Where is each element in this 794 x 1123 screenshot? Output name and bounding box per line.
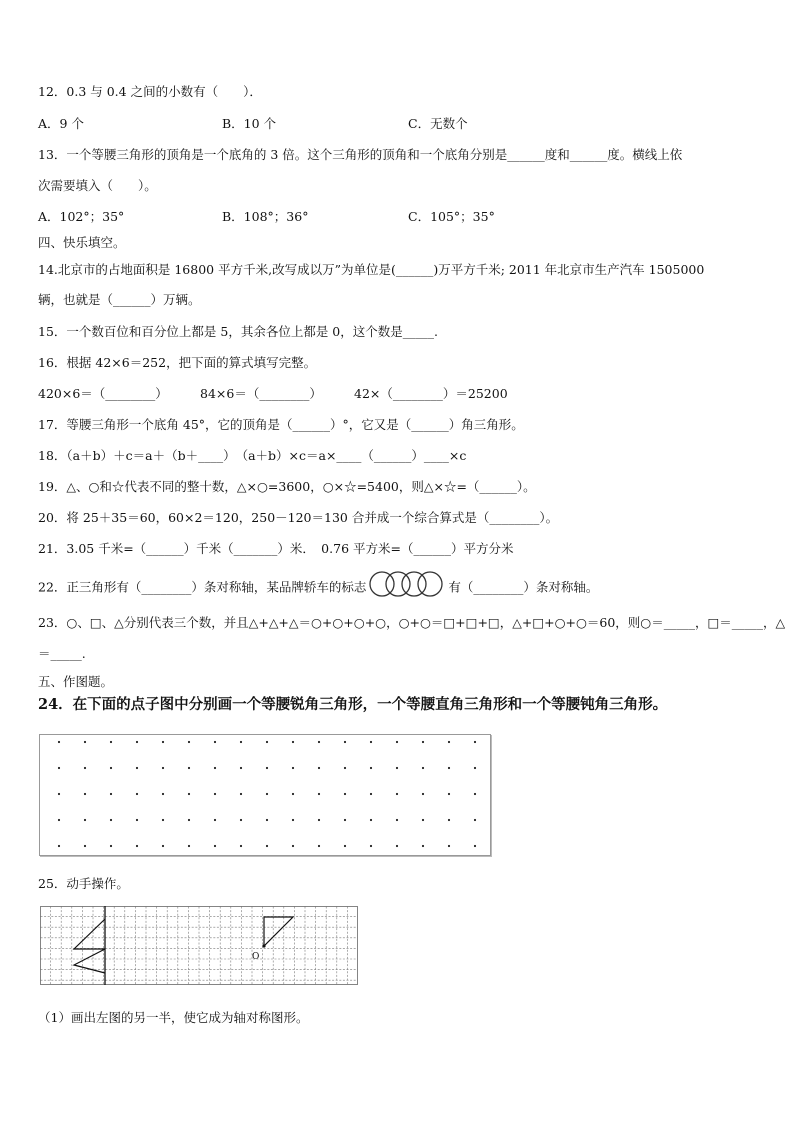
q13-line2: 次需要填入（ ）。 xyxy=(38,178,157,193)
drawing-grid[interactable] xyxy=(40,906,360,988)
grid-dot[interactable] xyxy=(162,845,164,847)
grid-dot[interactable] xyxy=(110,845,112,847)
grid-dot[interactable] xyxy=(188,793,190,795)
grid-dot[interactable] xyxy=(110,819,112,821)
grid-dot[interactable] xyxy=(344,819,346,821)
grid-dot[interactable] xyxy=(240,793,242,795)
dot-grid[interactable] xyxy=(40,735,490,855)
grid-dot[interactable] xyxy=(422,819,424,821)
grid-dot[interactable] xyxy=(396,767,398,769)
grid-dot[interactable] xyxy=(370,845,372,847)
grid-dot[interactable] xyxy=(58,767,60,769)
grid-dot[interactable] xyxy=(188,845,190,847)
grid-dot[interactable] xyxy=(162,793,164,795)
grid-dot[interactable] xyxy=(396,741,398,743)
grid-dot[interactable] xyxy=(266,845,268,847)
grid-dot[interactable] xyxy=(292,819,294,821)
grid-dot[interactable] xyxy=(266,793,268,795)
grid-dot[interactable] xyxy=(396,819,398,821)
q15: 15．一个数百位和百分位上都是 5，其余各位上都是 0，这个数是_____. xyxy=(38,324,438,339)
grid-dot[interactable] xyxy=(448,741,450,743)
q20: 20．将 25＋35＝60，60×2＝120，250－120＝130 合并成一个综合算式是（________）。 xyxy=(38,510,559,525)
section-4-heading: 四、快乐填空。 xyxy=(38,235,126,250)
grid-dot[interactable] xyxy=(136,767,138,769)
grid-dot[interactable] xyxy=(214,741,216,743)
grid-dot[interactable] xyxy=(474,767,476,769)
grid-dot[interactable] xyxy=(162,741,164,743)
grid-dot[interactable] xyxy=(318,767,320,769)
grid-dot[interactable] xyxy=(214,767,216,769)
grid-dot[interactable] xyxy=(318,741,320,743)
q21: 21．3.05 千米=（______）千米（_______）米． 0.76 平方米=（______）平方分米 xyxy=(38,541,514,556)
grid-dot[interactable] xyxy=(214,793,216,795)
grid-dot[interactable] xyxy=(292,741,294,743)
grid-dot[interactable] xyxy=(344,741,346,743)
grid-dot[interactable] xyxy=(474,845,476,847)
grid-dot[interactable] xyxy=(292,793,294,795)
grid-dot[interactable] xyxy=(136,845,138,847)
grid-dot[interactable] xyxy=(370,793,372,795)
q22-after: 有（________）条对称轴。 xyxy=(448,579,599,595)
grid-dot[interactable] xyxy=(188,819,190,821)
car-logo-four-rings-icon xyxy=(368,569,446,599)
grid-dot[interactable] xyxy=(58,793,60,795)
q24: 24．在下面的点子图中分别画一个等腰锐角三角形，一个等腰直角三角形和一个等腰钝角三角形。 xyxy=(38,696,668,713)
grid-dot[interactable] xyxy=(110,741,112,743)
q13-option-c: C．105°；35° xyxy=(408,209,495,224)
q23-line2: ＝_____. xyxy=(38,646,86,661)
grid-dot[interactable] xyxy=(318,819,320,821)
dot-grid-box[interactable] xyxy=(39,734,491,856)
grid-dot[interactable] xyxy=(162,767,164,769)
grid-dot[interactable] xyxy=(396,793,398,795)
q14-line1: 14.北京市的占地面积是 16800 平方千米,改写成以万”为单位是(______)万平方千米; 2011 年北京市生产汽车 1505000 xyxy=(38,262,705,277)
grid-dot[interactable] xyxy=(422,767,424,769)
grid-dot[interactable] xyxy=(84,793,86,795)
grid-dot[interactable] xyxy=(344,793,346,795)
q12-option-c: C．无数个 xyxy=(408,116,468,131)
grid-dot[interactable] xyxy=(240,845,242,847)
grid-dot[interactable] xyxy=(292,845,294,847)
q16-blank-2: 84×6＝（________） xyxy=(200,386,322,401)
grid-dot[interactable] xyxy=(396,845,398,847)
q12-option-b: B．10 个 xyxy=(222,116,277,131)
point-o-label: O xyxy=(252,952,260,962)
grid-dot[interactable] xyxy=(266,819,268,821)
grid-dot[interactable] xyxy=(422,845,424,847)
q16-blank-3: 42×（________）＝25200 xyxy=(354,386,508,401)
q25-title: 25．动手操作。 xyxy=(38,876,129,891)
rotation-point-o xyxy=(262,944,265,947)
q12-option-a: A．9 个 xyxy=(38,116,84,131)
grid-dot[interactable] xyxy=(110,767,112,769)
q16-stem: 16．根据 42×6＝252，把下面的算式填写完整。 xyxy=(38,355,317,370)
grid-dot[interactable] xyxy=(370,767,372,769)
grid-dot[interactable] xyxy=(474,793,476,795)
q12-stem: 12．0.3 与 0.4 之间的小数有（ ）． xyxy=(38,84,262,99)
grid-dot[interactable] xyxy=(136,819,138,821)
grid-dot[interactable] xyxy=(188,767,190,769)
grid-dot[interactable] xyxy=(448,819,450,821)
grid-dot[interactable] xyxy=(474,741,476,743)
q16-blank-1: 420×6＝（________） xyxy=(38,386,168,401)
grid-dot[interactable] xyxy=(370,741,372,743)
grid-dot[interactable] xyxy=(266,741,268,743)
grid-dot[interactable] xyxy=(318,793,320,795)
q14-line2: 辆，也就是（______）万辆。 xyxy=(38,292,201,307)
grid-dot[interactable] xyxy=(162,819,164,821)
q23-line1: 23．○、□、△分别代表三个数，并且△+△+△＝○+○+○+○，○+○＝□+□+□，△+□+○+○＝60，则○＝_____，□＝_____，△ xyxy=(38,615,786,630)
q13-option-a: A．102°；35° xyxy=(38,209,125,224)
grid-dot[interactable] xyxy=(448,767,450,769)
grid-dot[interactable] xyxy=(136,741,138,743)
q22-before: 22．正三角形有（________）条对称轴，某品牌轿车的标志 xyxy=(38,579,367,595)
grid-dot[interactable] xyxy=(448,793,450,795)
grid-dot[interactable] xyxy=(448,845,450,847)
grid-dot[interactable] xyxy=(214,819,216,821)
grid-dot[interactable] xyxy=(344,767,346,769)
q19: 19．△、○和☆代表不同的整十数，△×○=3600，○×☆=5400，则△×☆=（______）。 xyxy=(38,479,536,494)
grid-dot[interactable] xyxy=(58,819,60,821)
grid-dot[interactable] xyxy=(84,767,86,769)
grid-dot[interactable] xyxy=(84,845,86,847)
drawing-grid-box[interactable] xyxy=(40,906,360,992)
grid-dot[interactable] xyxy=(266,767,268,769)
q25-sub1: （1）画出左图的另一半，使它成为轴对称图形。 xyxy=(38,1010,309,1025)
grid-dot[interactable] xyxy=(344,845,346,847)
grid-dot[interactable] xyxy=(136,793,138,795)
right-triangle-figure xyxy=(264,917,293,946)
section-5-heading: 五、作图题。 xyxy=(38,674,114,689)
grid-dot[interactable] xyxy=(188,741,190,743)
grid-dot[interactable] xyxy=(292,767,294,769)
grid-dot[interactable] xyxy=(110,793,112,795)
grid-dot[interactable] xyxy=(422,741,424,743)
left-half-figure xyxy=(74,919,105,973)
grid-dot[interactable] xyxy=(422,793,424,795)
grid-dot[interactable] xyxy=(58,845,60,847)
grid-dot[interactable] xyxy=(214,845,216,847)
grid-dot[interactable] xyxy=(240,819,242,821)
grid-dot[interactable] xyxy=(474,819,476,821)
q18: 18．（a＋b）＋c＝a＋（b＋____） （a＋b）×c＝a×____（______）____×c xyxy=(38,448,467,463)
grid-dot[interactable] xyxy=(318,845,320,847)
grid-dot[interactable] xyxy=(370,819,372,821)
grid-dot[interactable] xyxy=(58,741,60,743)
grid-dot[interactable] xyxy=(240,767,242,769)
q13-option-b: B．108°；36° xyxy=(222,209,309,224)
q13-line1: 13．一个等腰三角形的顶角是一个底角的 3 倍。这个三角形的顶角和一个底角分别是______度和______度。横线上依 xyxy=(38,147,683,162)
q22 xyxy=(38,577,598,599)
q17: 17．等腰三角形一个底角 45°，它的顶角是（______）°，它又是（______）角三角形。 xyxy=(38,417,524,432)
grid-dot[interactable] xyxy=(84,741,86,743)
grid-dot[interactable] xyxy=(240,741,242,743)
grid-dot[interactable] xyxy=(84,819,86,821)
